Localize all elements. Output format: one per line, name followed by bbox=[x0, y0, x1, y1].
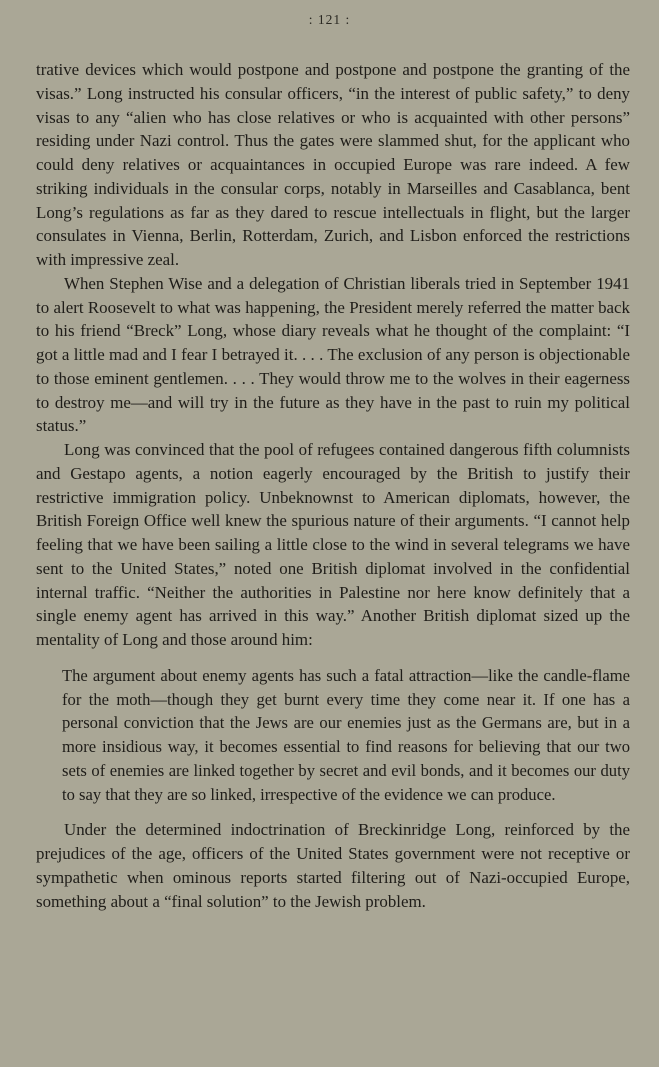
paragraph-fifth-columnists: Long was convinced that the pool of refugees contained dangerous fifth columnists and Gestapo agents, a notion eagerly encouraged by the British to justify their restrictive immigration policy. Unbeknownst to American diplomats, however, the British Foreign Office well knew the spurious nature of their arguments. “I cannot help feeling that we have been sailing a little close to the wind in several telegrams we have sent to the United States,” noted one British diplomat involved in the confidential internal traffic. “Neither the authorities in Palestine nor here know definitely that a single enemy agent has arrived in this way.” Another British diplomat sized up the mentality of Long and those around him: bbox=[36, 440, 630, 649]
paragraph-indoctrination: Under the determined indoctrination of Breckinridge Long, reinforced by the prejudices of the age, officers of the United States government were not receptive or sympathetic when ominous reports started filtering out of Nazi-occupied Europe, something about a “final solution” to the Jewish problem. bbox=[36, 820, 630, 911]
block-quote-text: The argument about enemy agents has such a fatal attraction—like the candle-flame for the moth—though they get burnt every time they come near it. If one has a personal conviction that the Jews are our enemies just as the Germans are, but in a more insidious way, it becomes essential to find reasons for believing that our two sets of enemies are linked together by secret and evil bonds, and it becomes our duty to say that they are so linked, irrespective of the evidence we can produce. bbox=[62, 665, 630, 804]
page-number: : 121 : bbox=[308, 12, 351, 27]
paragraph-continuation: trative devices which would postpone and postpone and postpone the granting of the visas.” Long instructed his consular officers, “in the interest of public safety,” to deny visas to any “alien who has close relatives or who is acquainted with other persons” residing under Nazi control. Thus the gates were slammed shut, for the applicant who could deny relatives or acquaintances in occupied Europe was rare indeed. A few striking individuals in the consular corps, notably in Marseilles and Casablanca, bent Long’s regulations as far as they dared to rescue intellectuals in flight, but the larger consulates in Vienna, Berlin, Rotterdam, Zurich, and Lisbon enforced the restrictions with impressive zeal. bbox=[36, 60, 630, 269]
block-quote bbox=[62, 664, 630, 807]
body-text bbox=[36, 58, 630, 913]
paragraph-stephen-wise: When Stephen Wise and a delegation of Christian liberals tried in September 1941 to alert Roosevelt to what was happening, the President merely referred the matter back to his friend “Breck” Long, whose diary reveals what he thought of the complaint: “I got a little mad and I fear I betrayed it. . . . The exclusion of any person is objectionable to those eminent gentlemen. . . . They would throw me to the wolves in their eagerness to destroy me—and will try in the future as they have in the past to ruin my political status.” bbox=[36, 273, 630, 436]
